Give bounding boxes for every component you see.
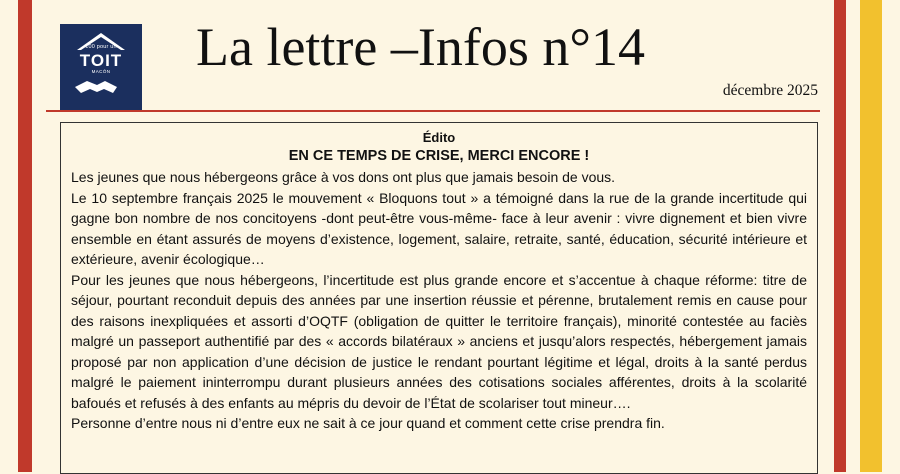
organization-logo	[60, 24, 142, 112]
edito-paragraph: Les jeunes que nous hébergeons grâce à vos dons ont plus que jamais besoin de vous.	[71, 169, 616, 185]
header-divider	[46, 110, 820, 112]
page-title: La lettre –Infos n°14	[196, 17, 645, 77]
edito-box	[60, 122, 818, 474]
handshake-icon	[71, 75, 131, 97]
logo-top-text: 100 pour un	[85, 44, 117, 50]
issue-date: décembre 2025	[722, 82, 818, 99]
left-red-bar	[18, 0, 32, 472]
edito-paragraph: Le 10 septembre français 2025 le mouvement « Bloquons tout » a témoigné dans la rue de la grande incertitude qui gagne bon nombre de nos concitoyens -dont peut-être vous-même- face à leur avenir : vivre dignement et bien vivre ensemble en étant assurés de moyens d’existence, logement, salaire, retraite, santé, éducation, sécurité intérieure et extérieure, avenir écologique…	[71, 189, 807, 267]
right-red-bar	[834, 0, 846, 472]
page-content	[46, 0, 820, 472]
logo-name: TOIT	[79, 51, 123, 70]
newsletter-header	[46, 0, 820, 112]
logo-subtext: MACÔN	[91, 69, 111, 74]
edito-label: Édito	[422, 130, 456, 145]
right-yellow-bar	[860, 0, 882, 472]
edito-paragraph: Personne d’entre nous ni d’entre eux ne sait à ce jour quand et comment cette crise prendra fin.	[71, 415, 665, 431]
edito-headline: EN CE TEMPS DE CRISE, MERCI ENCORE !	[288, 148, 590, 164]
edito-paragraph: Pour les jeunes que nous hébergeons, l’incertitude est plus grande encore et s’accentue à chaque réforme: titre de séjour, pourtant reconduit depuis des années par une insertion réussie et pérenne, brutalement remis en cause pour des raisons inexpliquées et assorti d’OQTF (obligation de quitter le territoire français), minorité contestée au faciès malgré un passeport authentifié par des « accords bilatéraux » anciens et jusqu’alors respectés, hébergement jamais proposé par non application d’une décision de justice le rendant pourtant légitime et légal, droits à la santé perdus malgré le paiement ininterrompu durant plusieurs années des cotisations sociales afférentes, droits à la scolarité bafoués et refusés à des enfants au mépris du devoir de l’État de scolariser tout mineur….	[71, 271, 807, 411]
